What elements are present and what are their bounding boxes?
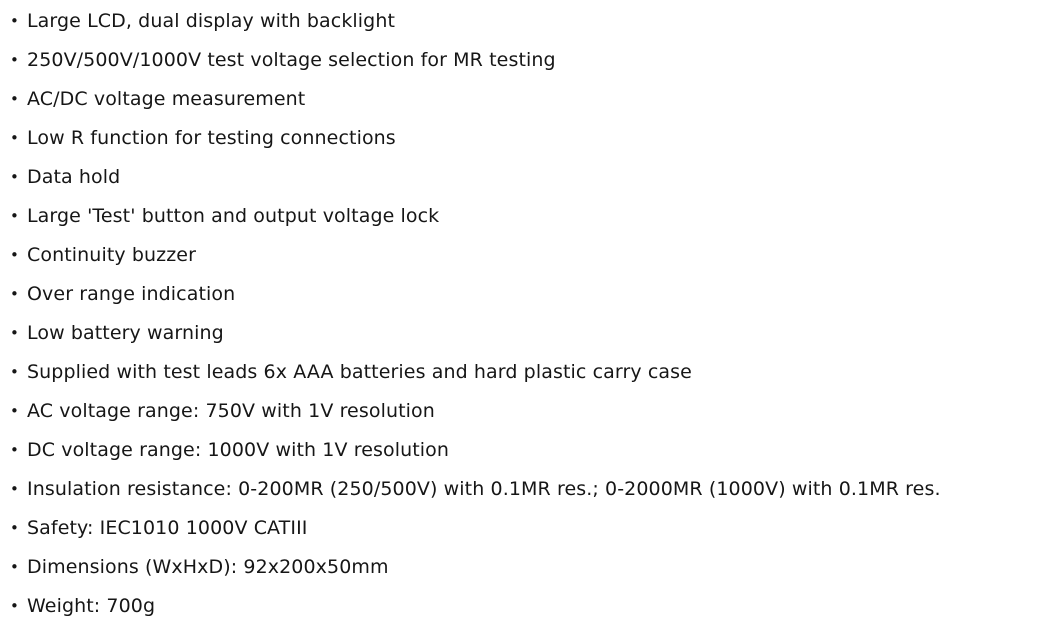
list-item: • DC voltage range: 1000V with 1V resolution — [0, 431, 1037, 470]
list-item: • Continuity buzzer — [0, 236, 1037, 275]
list-item: • Safety: IEC1010 1000V CATIII — [0, 509, 1037, 548]
list-item: • Insulation resistance: 0-200MR (250/500V) with 0.1MR res.; 0-2000MR (1000V) with 0.1MR res. — [0, 470, 1037, 509]
list-item: • 250V/500V/1000V test voltage selection for MR testing — [0, 41, 1037, 80]
list-item: • AC voltage range: 750V with 1V resolution — [0, 392, 1037, 431]
list-item: • AC/DC voltage measurement — [0, 80, 1037, 119]
list-item: • Over range indication — [0, 275, 1037, 314]
list-item: • Supplied with test leads 6x AAA batteries and hard plastic carry case — [0, 353, 1037, 392]
list-item: • Low R function for testing connections — [0, 119, 1037, 158]
list-item: • Large LCD, dual display with backlight — [0, 2, 1037, 41]
list-item: • Dimensions (WxHxD): 92x200x50mm — [0, 548, 1037, 587]
list-item: • Large 'Test' button and output voltage lock — [0, 197, 1037, 236]
list-item: • Data hold — [0, 158, 1037, 197]
list-item: • Weight: 700g — [0, 587, 1037, 626]
list-item: • Low battery warning — [0, 314, 1037, 353]
